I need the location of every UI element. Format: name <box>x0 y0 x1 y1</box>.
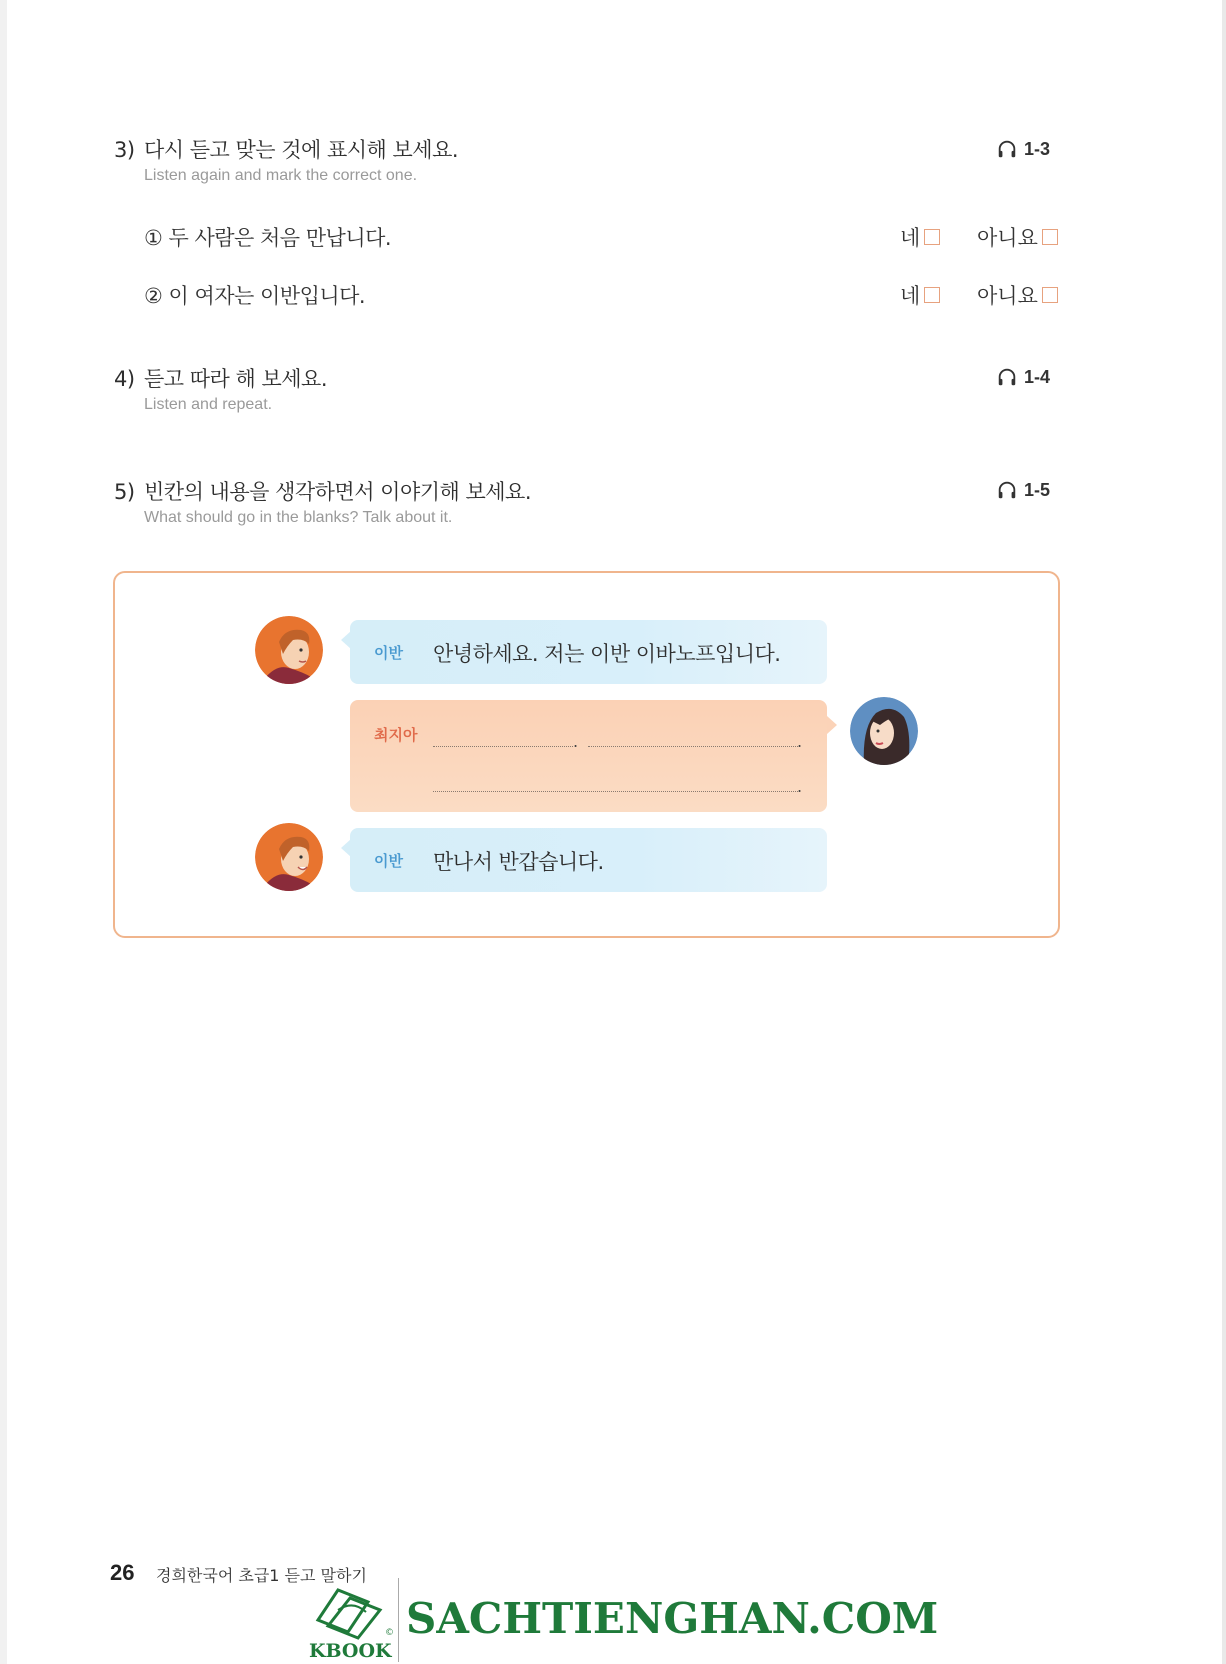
track-label: 1-4 <box>1024 366 1051 387</box>
man-avatar <box>255 616 323 684</box>
answer-blank-3[interactable] <box>433 791 798 792</box>
section-title: 듣고 따라 해 보세요. <box>144 367 327 391</box>
track-label: 1-5 <box>1024 479 1051 500</box>
tf-item-1: ① 두 사람은 처음 만납니다. <box>144 226 392 250</box>
section-title: 빈칸의 내용을 생각하면서 이야기해 보세요. <box>144 480 532 504</box>
section-number: 5) <box>114 480 135 504</box>
section-4-heading <box>114 363 327 393</box>
speaker-label: 이반 <box>374 852 403 870</box>
logo-divider <box>398 1578 399 1662</box>
section-3-subtitle: Listen again and mark the correct one. <box>144 167 418 184</box>
speech-bubble-jia <box>350 700 827 812</box>
headphones-icon <box>996 479 1018 501</box>
section-3-heading <box>114 134 458 164</box>
tf-item-1-no[interactable] <box>977 222 1058 252</box>
answer-blank-2[interactable] <box>588 746 798 747</box>
section-5-heading <box>114 476 531 506</box>
track-label: 1-3 <box>1024 138 1051 159</box>
period: . <box>797 777 803 796</box>
woman-avatar <box>850 697 918 765</box>
headphones-icon <box>996 138 1018 160</box>
track-1-3[interactable] <box>996 138 1050 160</box>
yes-label: 네 <box>900 284 921 308</box>
period: . <box>797 732 803 751</box>
section-number: 4) <box>114 367 135 391</box>
tf-item-2-no[interactable] <box>977 280 1058 310</box>
section-4-subtitle: Listen and repeat. <box>144 396 273 413</box>
no-checkbox[interactable] <box>1042 287 1058 303</box>
yes-label: 네 <box>900 226 921 250</box>
kbook-logo-text: KBOOK <box>309 1640 392 1662</box>
copyright-mark: © <box>385 1628 394 1638</box>
speaker-label: 최지아 <box>374 726 418 744</box>
period: . <box>573 732 579 751</box>
page-edge-left <box>0 0 7 1664</box>
track-1-4[interactable] <box>996 366 1050 388</box>
page-edge-right <box>1222 0 1226 1664</box>
speech-bubble-ivan-1 <box>350 620 827 684</box>
tf-item-1-yes[interactable] <box>900 222 940 252</box>
tf-item-2: ② 이 여자는 이반입니다. <box>144 284 366 308</box>
tf-item-2-yes[interactable] <box>900 280 940 310</box>
no-label: 아니요 <box>977 226 1038 250</box>
page-number: 26 <box>110 1560 135 1585</box>
book-title: 경희한국어 초급1 듣고 말하기 <box>156 1566 367 1585</box>
dialogue-line: 만나서 반갑습니다. <box>433 850 604 874</box>
section-5-subtitle: What should go in the blanks? Talk about it. <box>144 509 453 526</box>
dialogue-line: 안녕하세요. 저는 이반 이바노프입니다. <box>433 642 781 666</box>
section-title: 다시 듣고 맞는 것에 표시해 보세요. <box>144 138 459 162</box>
site-watermark[interactable]: SACHTIENGHAN.COM <box>406 1594 939 1643</box>
no-checkbox[interactable] <box>1042 229 1058 245</box>
speaker-label: 이반 <box>374 644 403 662</box>
yes-checkbox[interactable] <box>924 229 940 245</box>
no-label: 아니요 <box>977 284 1038 308</box>
section-number: 3) <box>114 138 135 162</box>
man-avatar <box>255 823 323 891</box>
headphones-icon <box>996 366 1018 388</box>
yes-checkbox[interactable] <box>924 287 940 303</box>
speech-bubble-ivan-2 <box>350 828 827 892</box>
answer-blank-1[interactable] <box>433 746 573 747</box>
bubble-tail <box>827 716 837 734</box>
track-1-5[interactable] <box>996 479 1050 501</box>
